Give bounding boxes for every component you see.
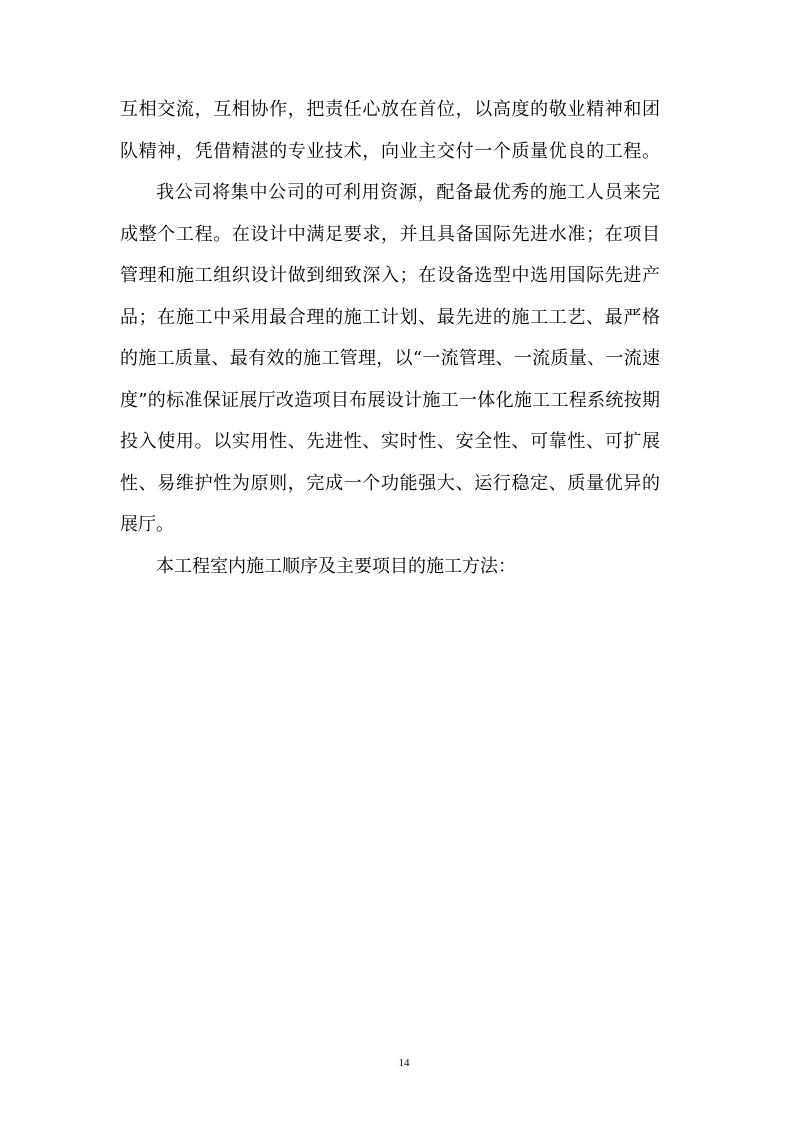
text-line: 品；在施工中采用最合理的施工计划、最先进的施工工艺、最严格 <box>120 306 660 328</box>
paragraph <box>120 172 660 546</box>
paragraph <box>120 89 660 172</box>
paragraph <box>120 546 660 588</box>
text-line: 成整个工程。在设计中满足要求，并且具备国际先进水准；在项目 <box>120 223 660 245</box>
text-line: 我公司将集中公司的可利用资源，配备最优秀的施工人员来完 <box>156 182 660 203</box>
document-body <box>120 89 660 587</box>
text-line: 度”的标准保证展厅改造项目布展设计施工一体化施工工程系统按期 <box>120 389 660 411</box>
text-line: 性、易维护性为原则，完成一个功能强大、运行稳定、质量优异的 <box>120 472 660 494</box>
text-line: 管理和施工组织设计做到细致深入；在设备选型中选用国际先进产 <box>120 265 660 286</box>
page-number: 14 <box>398 1057 410 1069</box>
text-line: 本工程室内施工顺序及主要项目的施工方法： <box>156 555 516 577</box>
text-line: 的施工质量、最有效的施工管理，以“一流管理、一流质量、一流速 <box>120 348 660 369</box>
text-line: 互相交流，互相协作，把责任心放在首位，以高度的敬业精神和团 <box>120 99 660 120</box>
text-line: 队精神，凭借精湛的专业技术，向业主交付一个质量优良的工程。 <box>120 140 660 162</box>
text-line: 投入使用。以实用性、先进性、实时性、安全性、可靠性、可扩展 <box>120 431 660 452</box>
text-line: 展厅。 <box>120 514 174 535</box>
